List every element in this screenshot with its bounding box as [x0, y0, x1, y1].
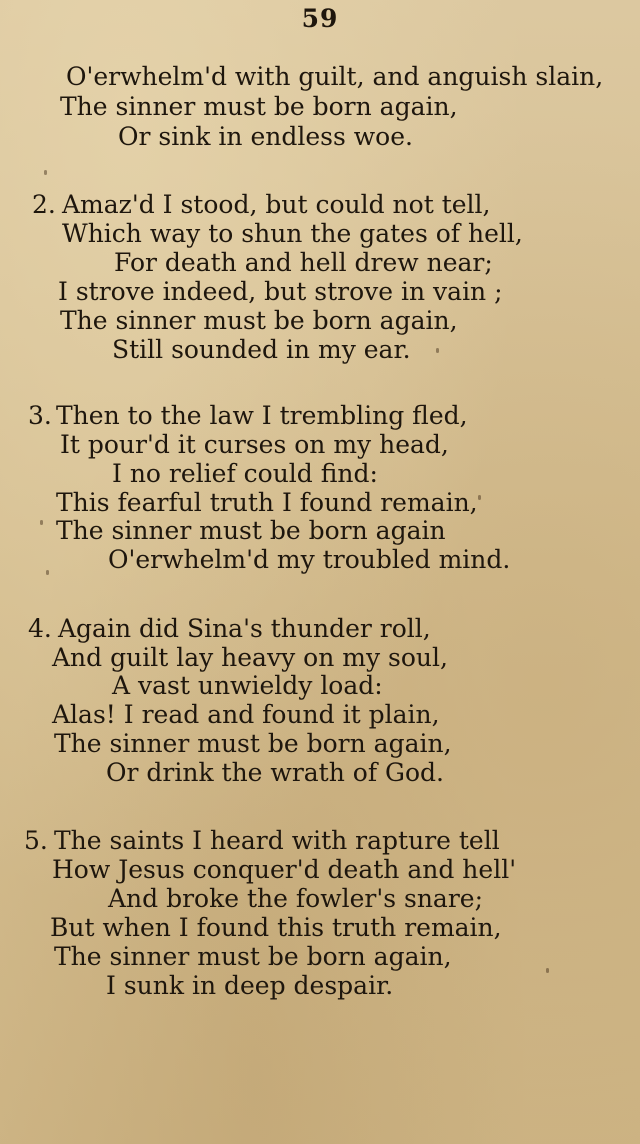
verse-line: Then to the law I trembling fled, [56, 401, 468, 430]
verse-line: It pour'd it curses on my head, [60, 430, 449, 459]
verse-line: For death and hell drew near; [114, 248, 493, 277]
verse-line: I no relief could find: [112, 459, 378, 488]
verse-line: Or sink in endless woe. [118, 122, 413, 151]
verse-line: Again did Sina's thunder roll, [58, 614, 431, 643]
verse-line: I strove indeed, but strove in vain ; [58, 277, 503, 306]
verse-line: Alas! I read and found it plain, [52, 700, 440, 729]
verse-line: The sinner must be born again, [60, 306, 458, 335]
paper-speck [436, 348, 439, 353]
verse-line: But when I found this truth remain, [50, 913, 502, 942]
verse-line: How Jesus conquer'd death and hell' [52, 855, 517, 884]
page-number: 59 [301, 4, 339, 33]
paper-speck [478, 495, 481, 500]
verse-line: I sunk in deep despair. [106, 971, 394, 1000]
verse-line: The sinner must be born again, [54, 729, 452, 758]
stanza-number: 3. [28, 401, 52, 430]
verse-line: The saints I heard with rapture tell [54, 826, 500, 855]
verse-line: O'erwhelm'd my troubled mind. [108, 545, 511, 574]
paper-speck [44, 170, 47, 175]
verse-line: Which way to shun the gates of hell, [62, 219, 523, 248]
verse-line: Or drink the wrath of God. [106, 758, 445, 787]
paper-speck [546, 968, 549, 973]
verse-line: Amaz'd I stood, but could not tell, [62, 190, 491, 219]
verse-line: This fearful truth I found remain, [56, 488, 478, 517]
verse-line: The sinner must be born again [56, 516, 446, 545]
verse-line: And guilt lay heavy on my soul, [52, 643, 448, 672]
stanza-number: 2. [32, 190, 56, 219]
stanza-number: 4. [28, 614, 52, 643]
paper-speck [46, 570, 49, 575]
verse-line: And broke the fowler's snare; [108, 884, 483, 913]
verse-line: Still sounded in my ear. [112, 335, 411, 364]
stanza-number: 5. [24, 826, 48, 855]
verse-line: The sinner must be born again, [60, 92, 458, 121]
paper-speck [40, 520, 43, 525]
verse-line: A vast unwieldy load: [112, 671, 383, 700]
verse-line: The sinner must be born again, [54, 942, 452, 971]
verse-line: O'erwhelm'd with guilt, and anguish slain, [66, 62, 604, 91]
